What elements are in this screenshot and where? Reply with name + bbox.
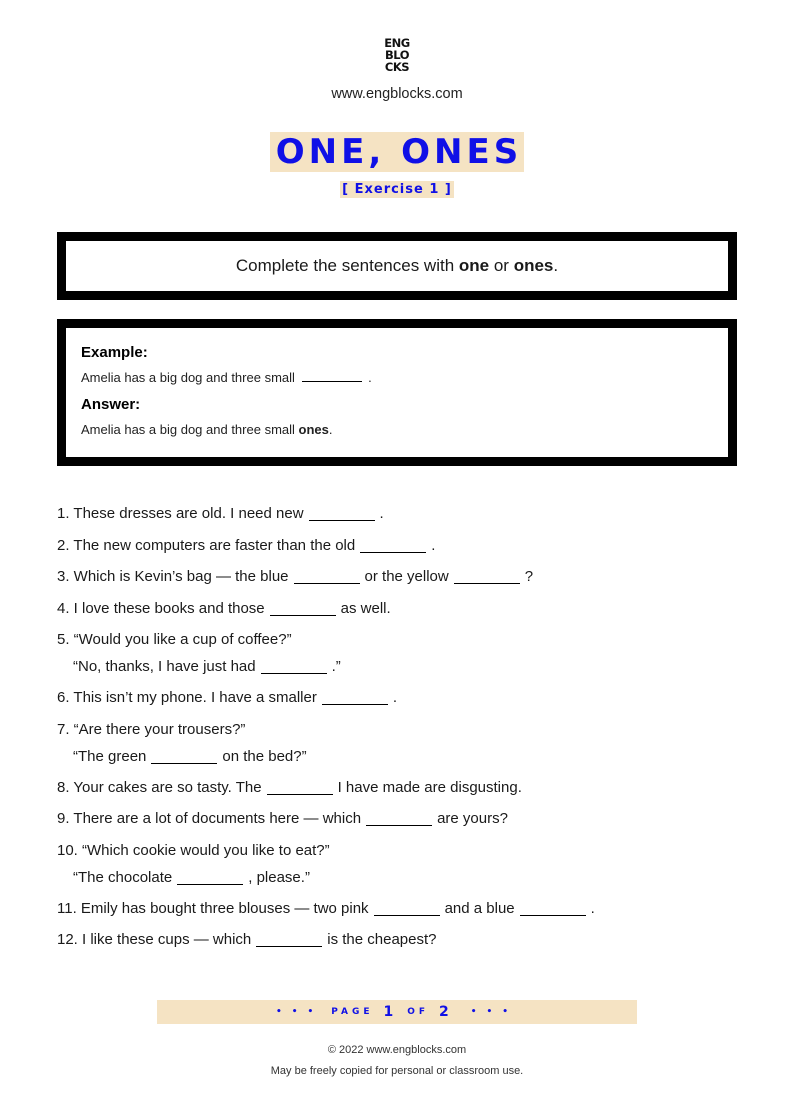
question-text: 1. These dresses are old. I need new: [57, 505, 304, 522]
answer-blank[interactable]: [360, 537, 426, 553]
answer-blank[interactable]: [520, 900, 586, 916]
question-item: [57, 808, 747, 840]
question-text: 6. This isn’t my phone. I have a smaller: [57, 689, 317, 706]
answer-sentence: Amelia has a big dog and three small ones.: [81, 422, 333, 437]
logo-line: BLO: [385, 48, 409, 62]
question-text: “The green: [73, 747, 147, 765]
question-item: [57, 503, 747, 535]
question-text: I have made are disgusting.: [337, 778, 522, 796]
license-text: May be freely copied for personal or classroom use.: [270, 1065, 524, 1077]
dots-decoration: •••: [275, 1007, 324, 1017]
example-sentence: Amelia has a big dog and three small .: [81, 370, 372, 385]
logo-line: CKS: [384, 60, 410, 74]
question-item: [57, 535, 747, 567]
question-text: “No, thanks, I have just had: [73, 658, 256, 675]
answer-blank[interactable]: [294, 568, 360, 584]
question-text: 4. I love these books and those: [57, 599, 265, 617]
page-label: PAGE: [331, 1007, 374, 1017]
of-label: OF: [407, 1007, 430, 1017]
question-text: as well.: [340, 599, 391, 617]
question-item: [57, 687, 747, 719]
question-text: , please.”: [248, 868, 310, 886]
question-text: or the yellow: [364, 568, 449, 585]
answer-blank[interactable]: [374, 900, 440, 916]
question-text: 12. I like these cups — which: [57, 931, 252, 948]
answer-blank[interactable]: [151, 748, 217, 764]
dots-decoration: •••: [470, 1007, 519, 1017]
question-text: 11. Emily has bought three blouses — two pink: [57, 899, 369, 917]
answer-blank[interactable]: [454, 568, 520, 584]
question-text: .: [379, 505, 384, 522]
answer-blank[interactable]: [177, 869, 243, 885]
question-text: 5. “Would you like a cup of coffee?”: [57, 631, 292, 648]
engblocks-logo: [0, 37, 794, 73]
question-item: [57, 598, 747, 630]
question-text: .”: [331, 658, 341, 675]
question-text: 2. The new computers are faster than the old: [57, 536, 356, 554]
answer-label: Answer:: [81, 396, 141, 413]
question-text: .: [590, 899, 595, 917]
question-item: [57, 898, 747, 930]
question-text: is the cheapest?: [327, 931, 437, 948]
question-item: [57, 719, 747, 768]
question-item: [57, 566, 747, 598]
example-label: Example:: [81, 344, 148, 361]
pagination-bar: [157, 1000, 637, 1024]
answer-blank: [302, 381, 362, 382]
exercise-label: [ Exercise 1 ]: [342, 182, 452, 197]
question-text: .: [392, 689, 398, 706]
question-list: [57, 503, 747, 961]
question-continuation: [57, 656, 747, 678]
total-pages: 2: [439, 1004, 453, 1020]
question-text: 9. There are a lot of documents here — which: [57, 810, 362, 827]
question-continuation: [57, 746, 747, 768]
answer-blank[interactable]: [261, 658, 327, 674]
question-item: [57, 777, 747, 809]
question-text: ?: [524, 568, 534, 585]
instruction-text: Complete the sentences with one or ones.: [235, 256, 559, 275]
question-item: [57, 840, 747, 889]
question-text: .: [431, 536, 436, 554]
worksheet-title: ONE, ONES: [270, 132, 524, 172]
question-text: 7. “Are there your trousers?”: [57, 720, 246, 738]
answer-blank[interactable]: [267, 779, 333, 795]
question-text: and a blue: [444, 899, 515, 917]
logo-line: ENG: [384, 36, 410, 50]
question-text: 10. “Which cookie would you like to eat?”: [57, 841, 330, 859]
question-item: [57, 929, 747, 961]
question-item: [57, 629, 747, 678]
instruction-box: [57, 232, 737, 300]
answer-blank[interactable]: [366, 810, 432, 826]
site-url[interactable]: www.engblocks.com: [331, 86, 463, 102]
question-text: 3. Which is Kevin’s bag — the blue: [57, 568, 289, 585]
answer-blank[interactable]: [256, 931, 322, 947]
answer-blank[interactable]: [309, 505, 375, 521]
question-text: are yours?: [437, 810, 508, 827]
question-text: 8. Your cakes are so tasty. The: [57, 778, 262, 796]
answer-blank[interactable]: [322, 689, 388, 705]
current-page: 1: [383, 1004, 398, 1020]
question-text: “The chocolate: [73, 868, 173, 886]
question-continuation: [57, 867, 747, 889]
question-text: on the bed?”: [222, 747, 307, 765]
example-box: [57, 319, 737, 466]
copyright-text: © 2022 www.engblocks.com: [327, 1044, 467, 1056]
answer-blank[interactable]: [270, 600, 336, 616]
